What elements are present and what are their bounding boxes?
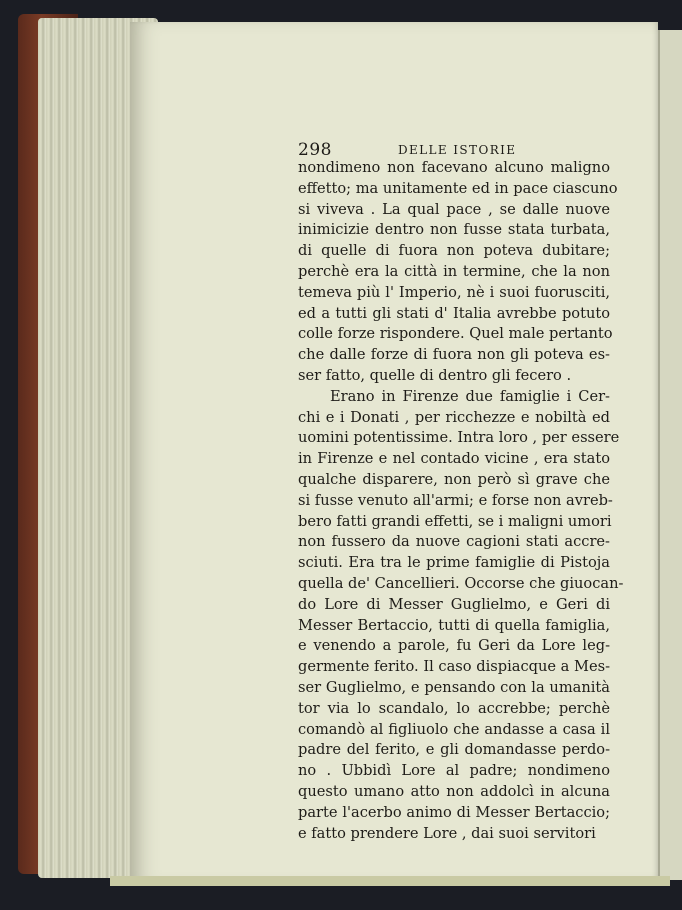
text-line: ser fatto, quelle di dentro gli fecero . [298, 366, 572, 384]
text-line: Messer Bertaccio, tutti di quella famiglia, [298, 616, 610, 634]
text-line: quella de' Cancellieri. Occorse che giuocan- [298, 574, 624, 592]
text-line: sciuti. Era tra le prime famiglie di Pistoja [298, 554, 610, 572]
page-number: 298 [298, 140, 332, 160]
text-line: effetto; ma unitamente ed in pace ciascuno [298, 179, 618, 197]
running-head: DELLE ISTORIE [398, 143, 517, 157]
text-line: perchè era la città in termine, che la non [298, 262, 610, 280]
text-line: chi e i Donati , per ricchezze e nobiltà ed [298, 408, 610, 426]
text-line: do Lore di Messer Guglielmo, e Geri di [298, 595, 610, 613]
text-line: germente ferito. Il caso dispiacque a Mes- [298, 658, 610, 676]
text-line: in Firenze e nel contado vicine , era stato [298, 450, 610, 468]
text-line: uomini potentissime. Intra loro , per essere [298, 429, 620, 447]
text-line: colle forze rispondere. Quel male pertanto [298, 325, 613, 343]
text-line: parte l'acerbo animo di Messer Bertaccio; [298, 803, 610, 821]
text-line: si fusse venuto all'armi; e forse non avreb- [298, 491, 613, 509]
body-text [298, 158, 624, 844]
text-line: ser Guglielmo, e pensando con la umanità [298, 678, 610, 696]
text-line: che dalle forze di fuora non gli poteva es- [298, 346, 610, 364]
text-line: bero fatti grandi effetti, se i maligni umori [298, 512, 612, 530]
text-line: nondimeno non facevano alcuno maligno [298, 159, 610, 176]
text-line: comandò al figliuolo che andasse a casa il [298, 720, 610, 738]
facing-page-edge [658, 30, 682, 880]
text-line: temeva più l' Imperio, nè i suoi fuorusciti, [298, 283, 610, 301]
text-line: ed a tutti gli stati d' Italia avrebbe potuto [298, 304, 610, 322]
text-line: questo umano atto non addolcì in alcuna [298, 782, 610, 800]
text-line: di quelle di fuora non poteva dubitare; [298, 242, 610, 260]
text-line: qualche disparere, non però sì grave che [298, 470, 610, 488]
text-line: no . Ubbidì Lore al padre; nondimeno [298, 762, 610, 780]
text-line: e venendo a parole, fu Geri da Lore leg- [298, 637, 610, 655]
text-line: si viveva . La qual pace , se dalle nuove [298, 200, 610, 218]
text-line: e fatto prendere Lore , dai suoi servitori [298, 824, 596, 842]
text-line: inimicizie dentro non fusse stata turbata, [298, 221, 610, 239]
text-line: padre del ferito, e gli domandasse perdo- [298, 741, 610, 759]
text-line: tor via lo scandalo, lo accrebbe; perchè [298, 699, 610, 717]
text-line: Erano in Firenze due famiglie i Cer- [330, 387, 610, 405]
text-line: non fussero da nuove cagioni stati accre- [298, 533, 610, 551]
page-bottom-edge [110, 876, 670, 886]
